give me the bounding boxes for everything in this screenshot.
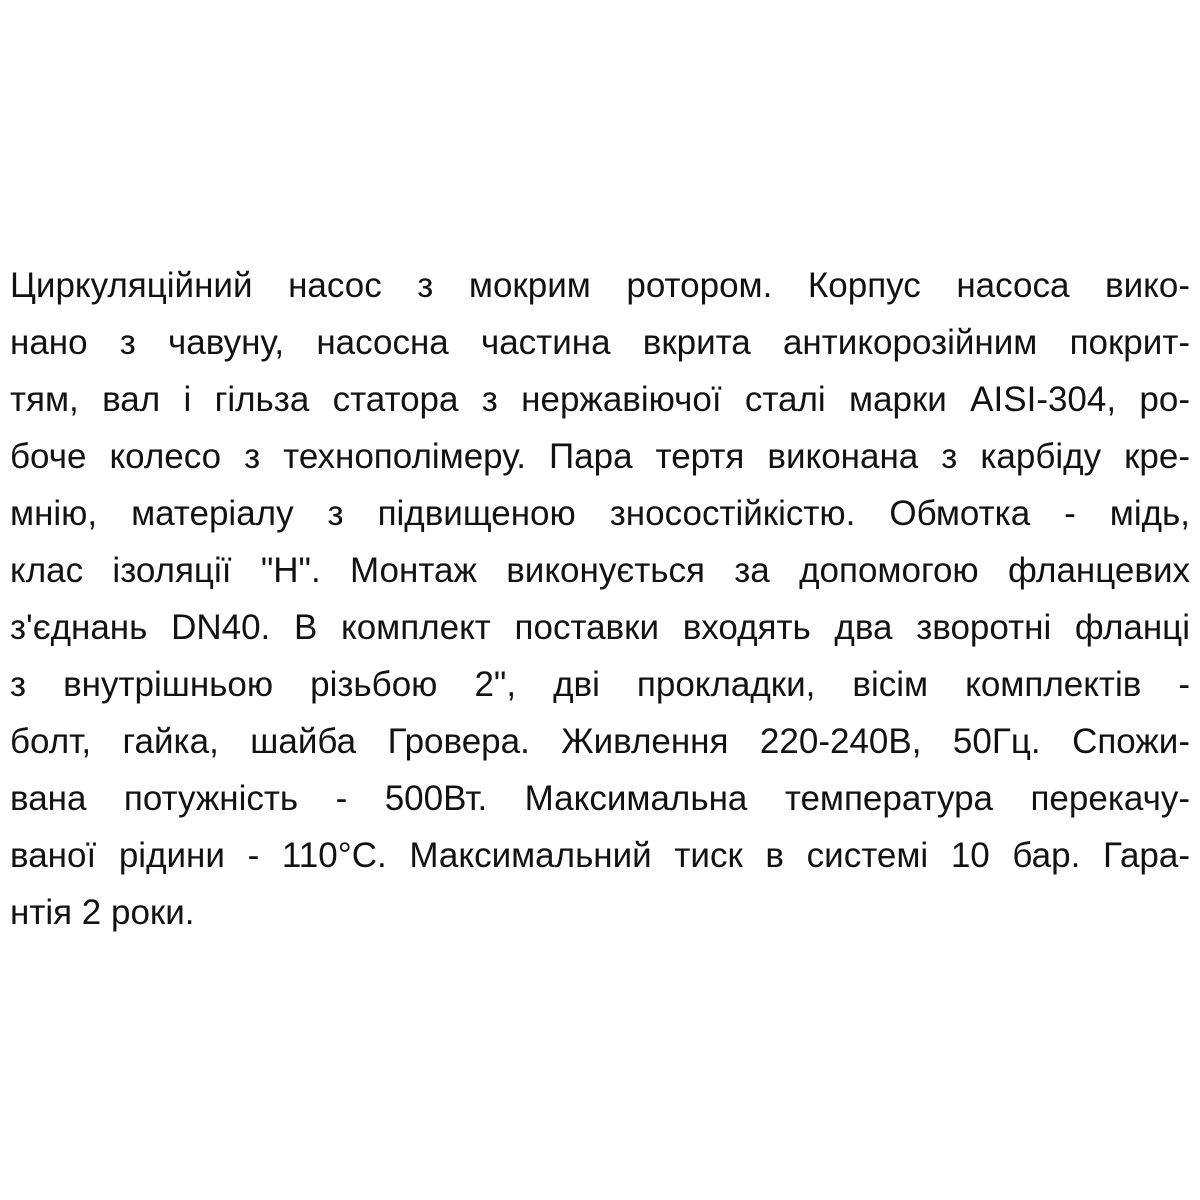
text-line: тям, вал і гільза статора з нержавіючої сталі марки AISI-304, ро-: [10, 380, 1190, 419]
text-line: нано з чавуну, насосна частина вкрита антикорозійним покрит-: [10, 323, 1190, 362]
text-line: боче колесо з технополімеру. Пара тертя виконана з карбіду кре-: [10, 437, 1190, 476]
text-line: з'єднань DN40. В комплект поставки входять два зворотні фланці: [10, 608, 1190, 647]
text-line: нтія 2 роки.: [10, 893, 195, 932]
text-line: з внутрішньою різьбою 2", дві прокладки, вісім комплектів -: [10, 665, 1190, 704]
text-line: Циркуляційний насос з мокрим ротором. Корпус насоса вико-: [10, 266, 1190, 305]
text-line: болт, гайка, шайба Гровера. Живлення 220-240В, 50Гц. Спожи-: [10, 722, 1190, 761]
text-line: мнію, матеріалу з підвищеною зносостійкістю. Обмотка - мідь,: [10, 494, 1190, 533]
text-line: ваної рідини - 110°С. Максимальний тиск в системі 10 бар. Гара-: [10, 836, 1190, 875]
text-line: клас ізоляції "Н". Монтаж виконується за допомогою фланцевих: [10, 551, 1190, 590]
text-line: вана потужність - 500Вт. Максимальна температура перекачу-: [10, 779, 1190, 818]
